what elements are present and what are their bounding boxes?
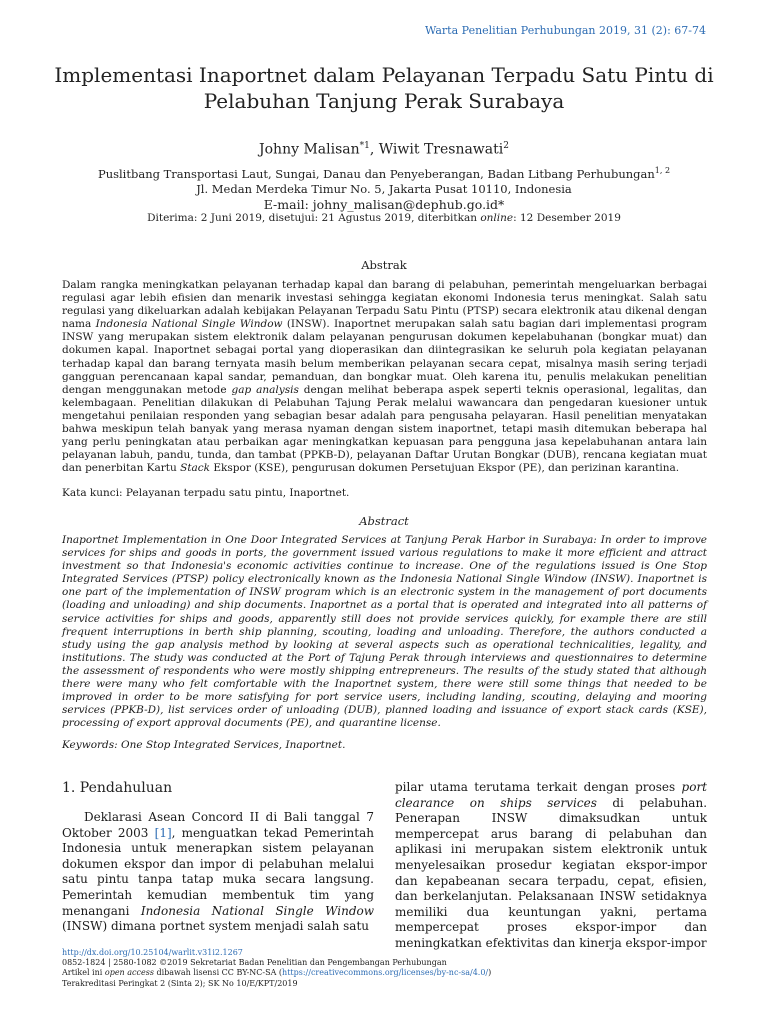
dates-online: online (480, 212, 514, 224)
paper-title: Implementasi Inaportnet dalam Pelayanan Terpadu Satu Pintu di Pelabuhan Tanjung Perak Surabaya (54, 63, 714, 113)
license-text: dibawah lisensi CC BY-NC-SA ( (153, 968, 283, 978)
affiliation (0, 163, 768, 212)
abstrak-heading: Abstrak (361, 258, 407, 272)
license-link[interactable]: https://creativecommons.org/licenses/by-nc-sa/4.0/ (282, 968, 489, 978)
issn-line: 0852-1824 | 2580-1082 ©2019 Sekretariat Badan Penelitian dan Pengembangan Perhubungan (62, 958, 447, 968)
journal-reference[interactable]: Warta Penelitian Perhubungan 2019, 31 (2): 67-74 (425, 24, 706, 37)
affiliation-line (0, 163, 768, 182)
abstrak-keywords: Kata kunci: Pelayanan terpadu satu pintu, Inaportnet. (62, 487, 350, 499)
author-name: Johny Malisan (259, 141, 360, 158)
body-paragraph (62, 810, 374, 935)
citation-link[interactable]: [1] (154, 825, 172, 840)
abstract-body: Inaportnet Implementation in One Door Integrated Services at Tanjung Perak Harbor in Surabaya: In order to improve services for ships and goods in ports, the government issued various regulations to make it more efficient and attract investment so that Indonesia's economic activities continue to increase. One of the regulations issued is One Stop Integrated Services (PTSP) policy electronically known as the Indonesia National Single Window (INSW). Inaportnet is one part of the implementation of INSW program which is an electronic system in the management of port documents (loading and unloading) and ship documents. Inaportnet as a portal that is operated and integrated into all patterns of service activities for ships and goods, apparently still does not provide services quickly, for example there are still frequent interruptions in berth ship planning, scouting, loading and unloading. Therefore, the authors conducted a study using the gap analysis method by looking at several aspects such as operational technicalities, legality, and institutions. The study was conducted at the Port of Tajung Perak through interviews and questionnaires to determine the assessment of respondents who were mostly shipping entrepreneurs. The results of the study stated that although there were many who felt comfortable with the Inaportnet system, there were still some things that needed to be improved in order to be more satisfying for port service users, including landing, scouting, delaying and mooring services (PPKB-D), list services order of unloading (DUB), planned loading and issuance of export stack cards (KSE), processing of export approval documents (PE), and quarantine license. (62, 534, 707, 730)
affiliation-text: Puslitbang Transportasi Laut, Sungai, Danau dan Penyeberangan, Badan Litbang Perhubungan (97, 166, 655, 181)
accreditation-line: Terakreditasi Peringkat 2 (Sinta 2); SK No 10/E/KPT/2019 (62, 978, 298, 988)
affiliation-address: Jl. Medan Merdeka Timur No. 5, Jakarta Pusat 10110, Indonesia (196, 181, 572, 196)
affiliation-email[interactable]: E-mail: johny_malisan@dephub.go.id* (263, 196, 505, 212)
dates-prefix: Diterima: 2 Juni 2019, disetujui: 21 Agustus 2019, diterbitkan (147, 212, 481, 224)
author-mark: 2 (503, 141, 509, 151)
abstrak-italic: Indonesia National Single Window (95, 318, 283, 331)
dates-suffix: : 12 Desember 2019 (513, 212, 621, 224)
section-heading: 1. Pendahuluan (62, 780, 173, 796)
body-text: di pelabuhan. Penerapan INSW dimaksudkan untuk mempercepat arus barang di pelabuhan dan aplikasi ini merupakan sistem elektronik untuk menyelesaikan prosedur kegiatan ekspor-impor dan kepabeanan secara terpadu, cepat, efisien, dan berkelanjutan. Pelaksanaan INSW setidaknya memiliki dua keuntungan yakni, pertama mempercepat proses ekspor-impor dan meningkatkan efektivitas dan kinerja ekspor-impor (395, 795, 708, 950)
abstrak-body (62, 279, 707, 475)
body-italic: port clearance on ships services (395, 780, 707, 810)
left-column (62, 780, 374, 935)
author-name: Wiwit Tresnawati (378, 141, 504, 158)
body-text: Deklarasi Asean Concord II di Bali tanggal 7 Oktober 2003 (62, 810, 374, 840)
abstrak-text: dengan melihat beberapa aspek seperti teknis operasional, legalitas, dan kelembagaan. Penelitian dilakukan di Pelabuhan Tajung Perak melalui wawancara dan pengedaran kuesioner untuk mengetahui penilaian responden yang sebagian besar adalah para pengusaha pelayaran. Hasil penelitian menyatakan bahwa meskipun telah banyak yang merasa nyaman dengan sistem inaportnet, tetapi masih ditemukan beberapa hal yang perlu peningkatan atau perbaikan agar meningkatkan kepuasan para pengguna jasa kepelabuhanan antara lain pelayanan labuh, pandu, tunda, dan tambat (PPKB-D), pelayanan Daftar Urutan Bongkar (DUB), rencana kegiatan muat dan penerbitan Kartu (62, 383, 707, 475)
right-column (395, 780, 707, 952)
abstrak-text: (INSW). Inaportnet merupakan salah satu bagian dari implementasi program INSW yang merupakan sistem elektronik dalam pelayanan pengurusan dokumen kepelabuhanan (bongkar muat) dan dokumen kapal. Inaportnet sebagai portal yang dioperasikan dan diintegrasikan ke seluruh pola kegiatan pelayanan terhadap kapal dan barang ternyata masih belum memberikan pelayanan secara cepat, misalnya masih sering terjadi gangguan perencanaan kapal sandar, pemanduan, dan bongkar muat. Oleh karena itu, penulis melakukan penelitian dengan menggunakan metode (62, 318, 708, 396)
body-paragraph (395, 780, 707, 952)
abstract-heading: Abstract (359, 514, 409, 528)
body-text: (INSW) dimana portnet system menjadi salah satu (62, 919, 369, 934)
author-list (0, 141, 768, 158)
article-dates (0, 212, 768, 224)
abstrak-text: Ekspor (KSE), pengurusan dokumen Persetujuan Ekspor (PE), dan perizinan karantina. (210, 462, 680, 475)
author-mark: *1 (359, 141, 370, 151)
license-text: Artikel ini (62, 968, 105, 978)
license-italic: open access (104, 968, 154, 978)
author-separator: , (369, 141, 379, 158)
doi-link[interactable]: http://dx.doi.org/10.25104/warlit.v31i2.1267 (62, 948, 243, 957)
body-italic: Indonesia National Single Window (140, 903, 374, 918)
body-text: , menguatkan tekad Pemerintah Indonesia untuk menerapkan sistem pelayanan dokumen ekspor dan impor di pelabuhan melalui satu pintu tanpa tatap muka secara langsung. Pemerintah kemudian membentuk tim yang menangani (62, 825, 374, 918)
abstrak-italic: Stack (180, 462, 211, 475)
affiliation-mark: 1, 2 (654, 166, 671, 175)
abstract-keywords: Keywords: One Stop Integrated Services, Inaportnet. (62, 739, 346, 751)
abstrak-text: Dalam rangka meningkatkan pelayanan terhadap kapal dan barang di pelabuhan, pemerintah mengeluarkan berbagai regulasi agar lebih efisien dan menarik investasi sehingga kegiatan ekonomi Indonesia terus meningkat. Salah satu regulasi yang dikeluarkan adalah kebijakan Pelayanan Terpadu Satu Pintu (PTSP) secara elektronik atau dikenal dengan nama (62, 279, 707, 331)
abstrak-italic: gap analysis (231, 383, 299, 396)
page-footer (62, 948, 707, 989)
license-line (62, 968, 707, 978)
body-text: pilar utama terutama terkait dengan proses (395, 780, 682, 794)
license-text: ) (488, 968, 492, 978)
